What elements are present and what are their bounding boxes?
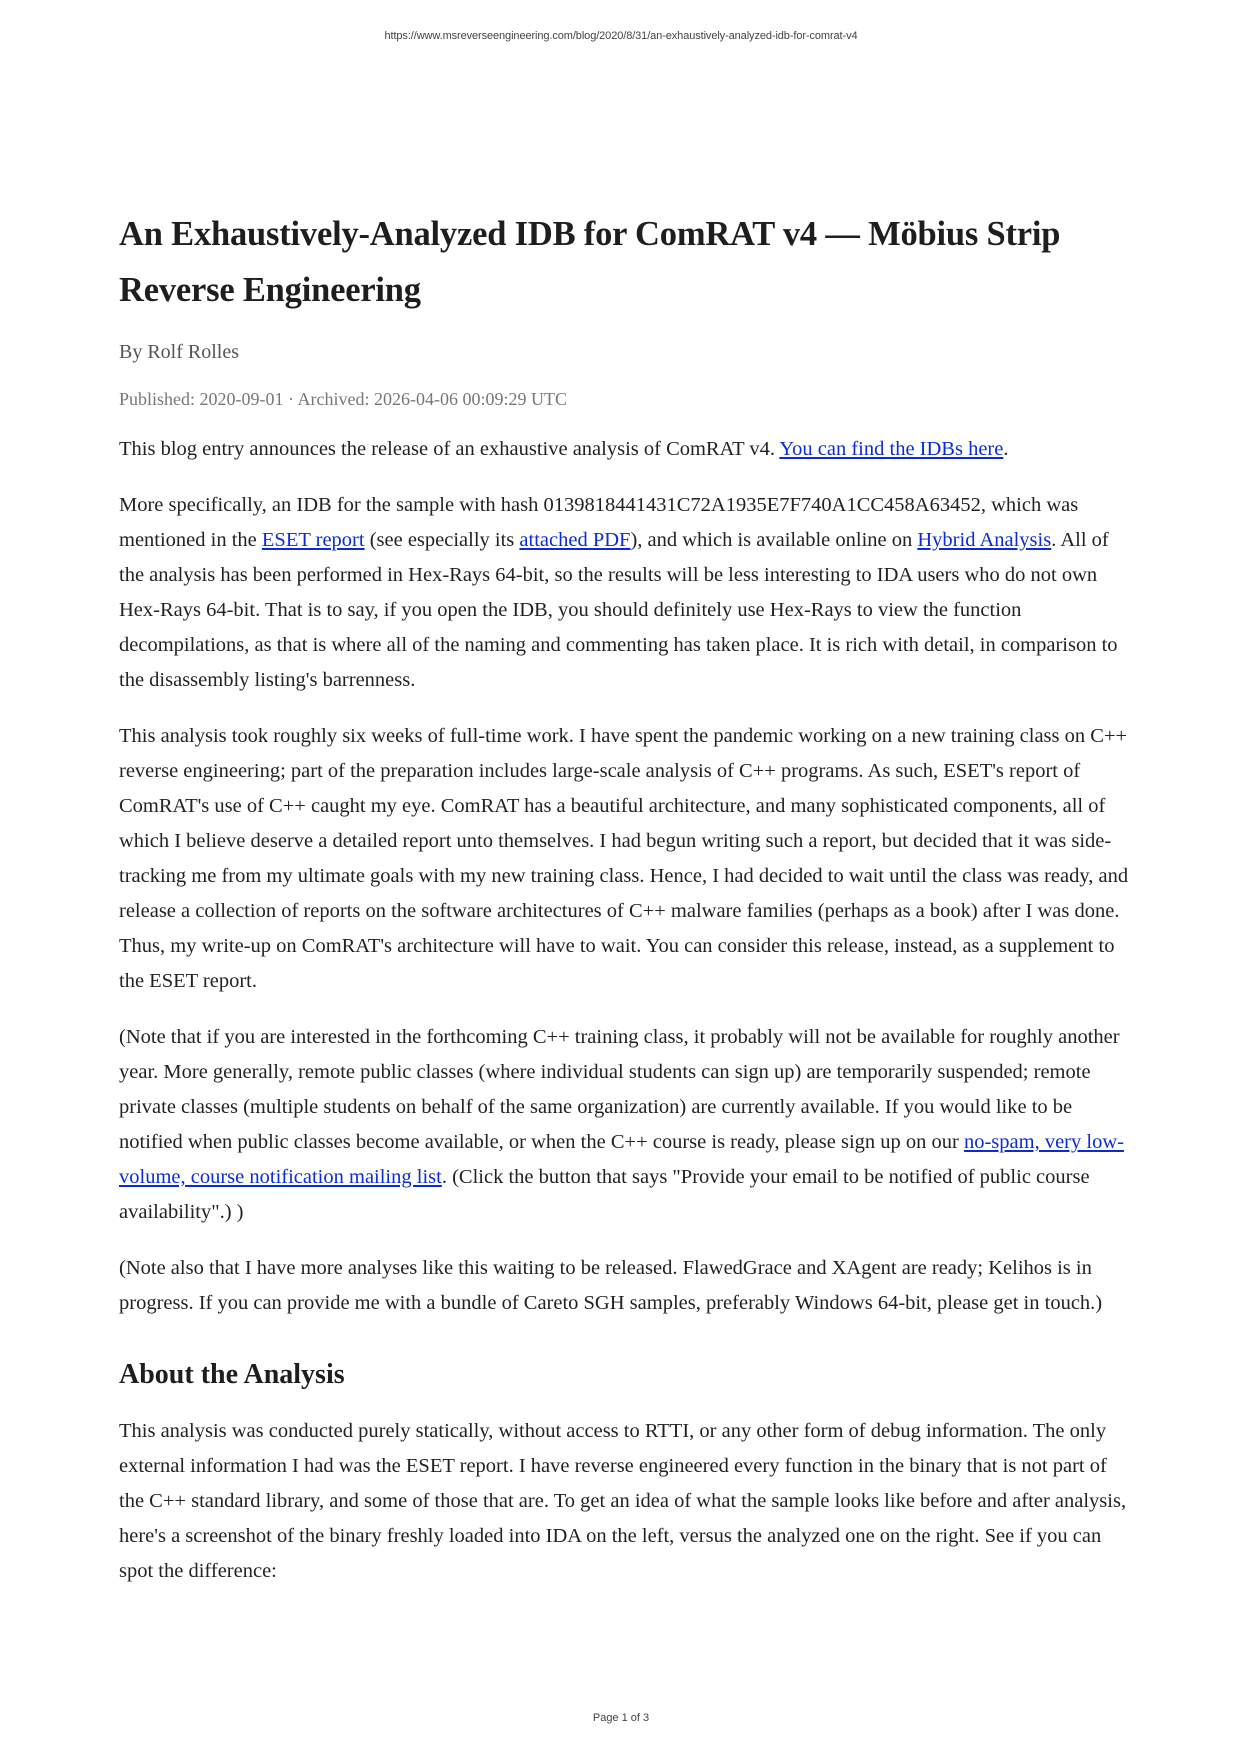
- attached-pdf-link[interactable]: attached PDF: [519, 529, 631, 551]
- more-analyses-paragraph: (Note also that I have more analyses like this waiting to be released. FlawedGrace and XAgent are ready; Kelihos is in progress. If you can provide me with a bundle of Careto SGH samples, preferably Windows 64-bit, please get in touch.): [119, 1257, 1103, 1314]
- page-url-header: https://www.msreverseengineering.com/blog/2020/8/31/an-exhaustively-analyzed-idb-for-comrat-v4: [384, 30, 858, 42]
- about-analysis-paragraph: This analysis was conducted purely statically, without access to RTTI, or any other form of debug information. The only external information I had was the ESET report. I have reverse engineered every function in the binary that is not part of the C++ standard library, and some of those that are. To get an idea of what the sample looks like before and after analysis, here's a screenshot of the binary freshly loaded into IDA on the left, versus the analyzed one on the right. See if you can spot the difference:: [119, 1420, 1127, 1582]
- effort-paragraph: This analysis took roughly six weeks of full-time work. I have spent the pandemic working on a new training class on C++ reverse engineering; part of the preparation includes large-scale analysis of C++ programs. As such, ESET's report of ComRAT's use of C++ caught my eye. ComRAT has a beautiful architecture, and many sophisticated components, all of which I believe deserve a detailed report unto themselves. I had begun writing such a report, but decided that it was side-tracking me from my ultimate goals with my new training class. Hence, I had decided to wait until the class was ready, and release a collection of reports on the software architectures of C++ malware families (perhaps as a book) after I was done. Thus, my write-up on ComRAT's architecture will have to wait. You can consider this release, instead, as a supplement to the ESET report.: [119, 725, 1129, 992]
- training-text-2: . (Click the button that says "Provide your email to be notified of public course availability".) ): [119, 1166, 1090, 1223]
- sample-text-1: More specifically, an IDB for the sample with hash 0139818441431C72A1935E7F740A1CC458A63452, which was mentioned in the: [119, 494, 1079, 551]
- intro-paragraph: [119, 432, 1131, 467]
- sample-text-3: ), and which is available online on: [630, 529, 918, 551]
- sample-details-paragraph: [119, 488, 1131, 698]
- intro-text: This blog entry announces the release of an exhaustive analysis of ComRAT v4.: [119, 438, 780, 460]
- training-note-paragraph: [119, 1020, 1131, 1230]
- section-heading-about-analysis: About the Analysis: [119, 1359, 345, 1390]
- intro-text-end: .: [1003, 438, 1009, 460]
- publish-metadata: Published: 2020-09-01 · Archived: 2026-04-06 00:09:29 UTC: [119, 389, 567, 409]
- hybrid-analysis-link[interactable]: Hybrid Analysis: [917, 529, 1052, 551]
- article-title: An Exhaustively-Analyzed IDB for ComRAT v4 — Möbius Strip Reverse Engineering: [119, 215, 1061, 309]
- sample-text-4: . All of the analysis has been performed in Hex-Rays 64-bit, so the results will be less interesting to IDA users who do not own Hex-Rays 64-bit. That is to say, if you open the IDB, you should definitely use Hex-Rays to view the function decompilations, as that is where all of the naming and commenting has taken place. It is rich with detail, in comparison to the disassembly listing's barrenness.: [119, 529, 1118, 691]
- page-number: Page 1 of 3: [592, 1712, 650, 1724]
- article: [119, 206, 1131, 1589]
- author-byline: By Rolf Rolles: [119, 341, 240, 363]
- sample-text-2: (see especially its: [364, 529, 520, 551]
- mailing-list-link[interactable]: no-spam, very low-volume, course notification mailing list: [119, 1131, 1124, 1188]
- idbs-download-link[interactable]: You can find the IDBs here: [779, 438, 1004, 460]
- eset-report-link[interactable]: ESET report: [261, 529, 365, 551]
- training-text-1: (Note that if you are interested in the forthcoming C++ training class, it probably will not be available for roughly another year. More generally, remote public classes (where individual students can sign up) are temporarily suspended; remote private classes (multiple students on behalf of the same organization) are currently available. If you would like to be notified when public classes become available, or when the C++ course is ready, please sign up on our: [119, 1026, 1120, 1153]
